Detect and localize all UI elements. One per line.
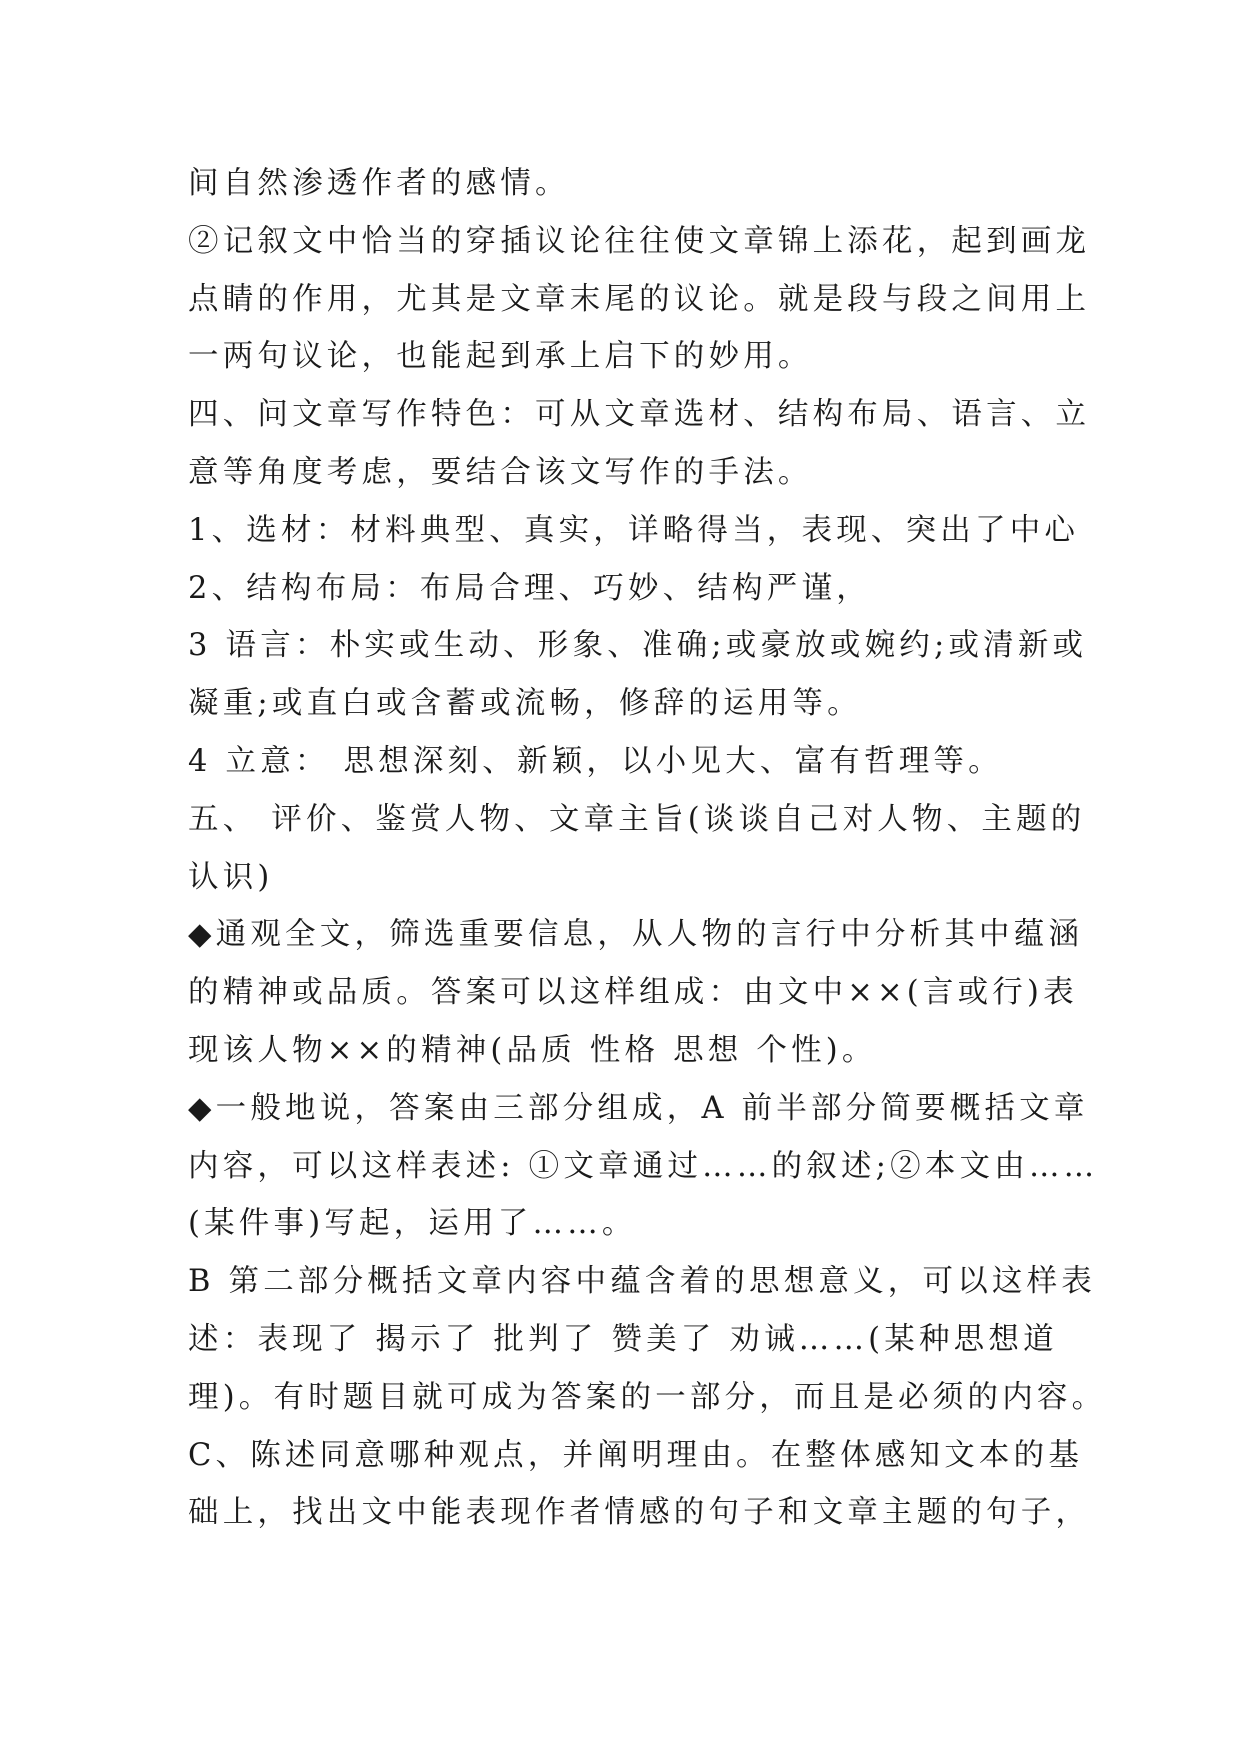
text-line: 理)。有时题目就可成为答案的一部分，而且是必须的内容。: [188, 1379, 1107, 1415]
text-line: 意等角度考虑，要结合该文写作的手法。: [188, 454, 813, 490]
bullet-paragraph: ◆通观全文，筛选重要信息，从人物的言行中分析其中蕴涵: [188, 917, 1084, 953]
list-item-language: 3 语言：朴实或生动、形象、准确;或豪放或婉约;或清新或: [188, 628, 1088, 664]
text-line: 一两句议论，也能起到承上启下的妙用。: [188, 339, 813, 375]
text-line: 间自然渗透作者的感情。: [188, 166, 570, 201]
list-item-material: 1、选材：材料典型、真实，详略得当，表现、突出了中心: [188, 512, 1080, 548]
text-line: 述：表现了 揭示了 批判了 赞美了 劝诫……(某种思想道: [188, 1321, 1058, 1357]
paragraph-part-b: B 第二部分概括文章内容中蕴含着的思想意义，可以这样表: [188, 1264, 1097, 1300]
document-body: [188, 155, 1107, 1542]
text-line: 点睛的作用，尤其是文章末尾的议论。就是段与段之间用上: [188, 281, 1091, 317]
list-item-theme: 4 立意： 思想深刻、新颖，以小见大、富有哲理等。: [188, 743, 1003, 779]
text-line: (某件事)写起，运用了……。: [188, 1206, 637, 1242]
text-line: 认识): [188, 859, 274, 895]
text-line: 凝重;或直白或含蓄或流畅，修辞的运用等。: [188, 686, 862, 722]
list-item-structure: 2、结构布局：布局合理、巧妙、结构严谨，: [188, 570, 871, 606]
paragraph-part-c: C、陈述同意哪种观点，并阐明理由。在整体感知文本的基: [188, 1437, 1084, 1473]
text-line: ②记叙文中恰当的穿插议论往往使文章锦上添花，起到画龙: [188, 223, 1091, 259]
section-heading-five: 五、 评价、鉴赏人物、文章主旨(谈谈自己对人物、主题的: [188, 801, 1086, 837]
bullet-paragraph: ◆一般地说，答案由三部分组成，A 前半部分简要概括文章: [188, 1090, 1089, 1126]
text-line: 内容，可以这样表述: ①文章通过……的叙述;②本文由……: [188, 1148, 1099, 1184]
text-line: 础上，找出文中能表现作者情感的句子和文章主题的句子，: [188, 1495, 1091, 1531]
text-line: 的精神或品质。答案可以这样组成：由文中××(言或行)表: [188, 975, 1078, 1011]
section-heading-four: 四、问文章写作特色：可从文章选材、结构布局、语言、立: [188, 397, 1091, 433]
text-line: 现该人物××的精神(品质 性格 思想 个性)。: [188, 1032, 877, 1068]
